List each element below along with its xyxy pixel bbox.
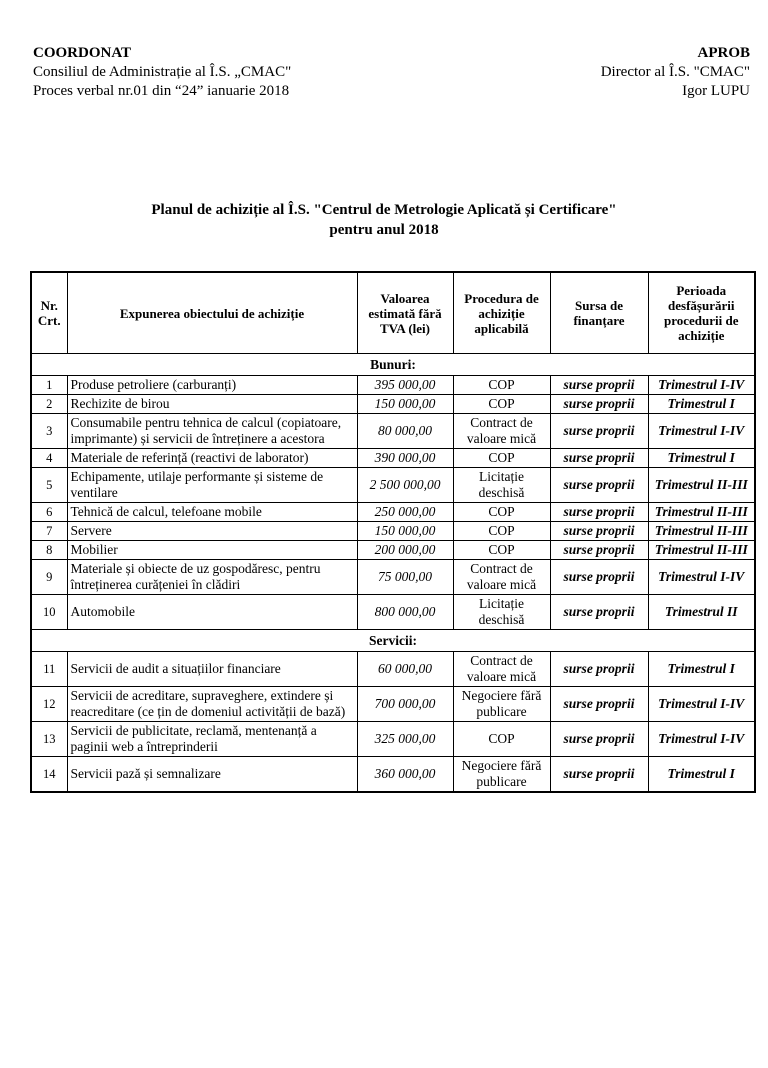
cell-procedure: Negociere fără publicare [453, 687, 550, 722]
minutes-line: Proces verbal nr.01 din “24” ianuarie 2018 [33, 83, 290, 99]
table-row [31, 449, 755, 468]
table-row [31, 468, 755, 503]
cell-description: Automobile [67, 595, 357, 630]
cell-source: surse proprii [550, 541, 648, 560]
cell-nr: 3 [31, 414, 67, 449]
cell-value: 75 000,00 [357, 560, 453, 595]
cell-description: Servicii pază și semnalizare [67, 757, 357, 793]
director-line: Director al Î.S. "CMAC" [600, 64, 750, 80]
header-source: Sursa de finanțare [550, 272, 648, 354]
cell-period: Trimestrul I-IV [648, 376, 755, 395]
cell-procedure: COP [453, 522, 550, 541]
cell-procedure: Licitație deschisă [453, 468, 550, 503]
cell-description: Servicii de audit a situațiilor financiare [67, 652, 357, 687]
coordonat-label: COORDONAT [33, 45, 132, 61]
header-period: Perioada desfășurării procedurii de achiziție [648, 272, 755, 354]
cell-source: surse proprii [550, 414, 648, 449]
cell-value: 150 000,00 [357, 522, 453, 541]
cell-period: Trimestrul II-III [648, 503, 755, 522]
council-line: Consiliul de Administrație al Î.S. „CMAC" [33, 64, 292, 80]
procurement-table [30, 271, 756, 793]
cell-value: 360 000,00 [357, 757, 453, 793]
cell-procedure: Contract de valoare mică [453, 414, 550, 449]
document-title [0, 200, 768, 240]
director-name: Igor LUPU [682, 83, 750, 99]
cell-description: Tehnică de calcul, telefoane mobile [67, 503, 357, 522]
cell-nr: 10 [31, 595, 67, 630]
cell-description: Materiale și obiecte de uz gospodăresc, pentru întreținerea curățeniei în clădiri [67, 560, 357, 595]
cell-period: Trimestrul I-IV [648, 414, 755, 449]
table-row [31, 376, 755, 395]
section-goods-label: Bunuri: [31, 354, 755, 376]
cell-period: Trimestrul I [648, 757, 755, 793]
table-row [31, 560, 755, 595]
cell-nr: 2 [31, 395, 67, 414]
title-line-2: pentru anul 2018 [329, 222, 439, 238]
cell-nr: 7 [31, 522, 67, 541]
table-row [31, 687, 755, 722]
cell-source: surse proprii [550, 376, 648, 395]
cell-period: Trimestrul II-III [648, 468, 755, 503]
header-procedure: Procedura de achiziție aplicabilă [453, 272, 550, 354]
cell-source: surse proprii [550, 468, 648, 503]
cell-value: 395 000,00 [357, 376, 453, 395]
cell-source: surse proprii [550, 757, 648, 793]
cell-description: Servicii de publicitate, reclamă, mentenanță a paginii web a întreprinderii [67, 722, 357, 757]
cell-source: surse proprii [550, 652, 648, 687]
cell-description: Servicii de acreditare, supraveghere, extindere și reacreditare (ce țin de domeniul activității de bază) [67, 687, 357, 722]
header-description: Expunerea obiectului de achiziție [67, 272, 357, 354]
cell-procedure: COP [453, 449, 550, 468]
cell-value: 700 000,00 [357, 687, 453, 722]
section-services-label: Servicii: [31, 630, 755, 652]
table-row [31, 595, 755, 630]
title-line-1: Planul de achiziție al Î.S. "Centrul de Metrologie Aplicată și Certificare" [151, 202, 617, 218]
cell-source: surse proprii [550, 722, 648, 757]
cell-source: surse proprii [550, 395, 648, 414]
aprob-label: APROB [697, 45, 750, 61]
table-row [31, 757, 755, 793]
cell-description: Servere [67, 522, 357, 541]
cell-period: Trimestrul I-IV [648, 560, 755, 595]
header-value: Valoarea estimată fără TVA (lei) [357, 272, 453, 354]
cell-period: Trimestrul I-IV [648, 722, 755, 757]
table-row [31, 722, 755, 757]
cell-procedure: Negociere fără publicare [453, 757, 550, 793]
cell-value: 325 000,00 [357, 722, 453, 757]
cell-nr: 5 [31, 468, 67, 503]
section-row-services [31, 630, 755, 652]
cell-value: 60 000,00 [357, 652, 453, 687]
table-row [31, 652, 755, 687]
approval-block-right [601, 44, 750, 101]
table-row [31, 414, 755, 449]
cell-description: Mobilier [67, 541, 357, 560]
cell-nr: 4 [31, 449, 67, 468]
header-nr: Nr. Crt. [31, 272, 67, 354]
cell-nr: 9 [31, 560, 67, 595]
cell-source: surse proprii [550, 503, 648, 522]
cell-value: 80 000,00 [357, 414, 453, 449]
cell-procedure: COP [453, 541, 550, 560]
cell-source: surse proprii [550, 560, 648, 595]
cell-value: 2 500 000,00 [357, 468, 453, 503]
cell-source: surse proprii [550, 687, 648, 722]
cell-value: 800 000,00 [357, 595, 453, 630]
cell-nr: 13 [31, 722, 67, 757]
cell-period: Trimestrul I-IV [648, 687, 755, 722]
cell-value: 150 000,00 [357, 395, 453, 414]
cell-procedure: Contract de valoare mică [453, 652, 550, 687]
section-row-goods [31, 354, 755, 376]
cell-nr: 1 [31, 376, 67, 395]
cell-period: Trimestrul I [648, 449, 755, 468]
cell-nr: 8 [31, 541, 67, 560]
table-row [31, 522, 755, 541]
cell-nr: 14 [31, 757, 67, 793]
cell-procedure: COP [453, 503, 550, 522]
cell-nr: 12 [31, 687, 67, 722]
cell-procedure: COP [453, 376, 550, 395]
cell-source: surse proprii [550, 449, 648, 468]
cell-value: 200 000,00 [357, 541, 453, 560]
cell-nr: 11 [31, 652, 67, 687]
cell-source: surse proprii [550, 595, 648, 630]
cell-description: Rechizite de birou [67, 395, 357, 414]
table-row [31, 503, 755, 522]
approval-block-left [33, 44, 291, 101]
cell-period: Trimestrul II [648, 595, 755, 630]
cell-value: 250 000,00 [357, 503, 453, 522]
table-row [31, 395, 755, 414]
cell-value: 390 000,00 [357, 449, 453, 468]
cell-description: Echipamente, utilaje performante și sisteme de ventilare [67, 468, 357, 503]
cell-period: Trimestrul I [648, 652, 755, 687]
table-header-row [31, 272, 755, 354]
cell-period: Trimestrul II-III [648, 522, 755, 541]
cell-procedure: COP [453, 395, 550, 414]
cell-description: Materiale de referință (reactivi de laborator) [67, 449, 357, 468]
cell-description: Produse petroliere (carburanți) [67, 376, 357, 395]
table-row [31, 541, 755, 560]
cell-period: Trimestrul II-III [648, 541, 755, 560]
cell-nr: 6 [31, 503, 67, 522]
cell-description: Consumabile pentru tehnica de calcul (copiatoare, imprimante) și servicii de întreținere a acestora [67, 414, 357, 449]
cell-procedure: Licitație deschisă [453, 595, 550, 630]
cell-period: Trimestrul I [648, 395, 755, 414]
cell-source: surse proprii [550, 522, 648, 541]
cell-procedure: Contract de valoare mică [453, 560, 550, 595]
cell-procedure: COP [453, 722, 550, 757]
